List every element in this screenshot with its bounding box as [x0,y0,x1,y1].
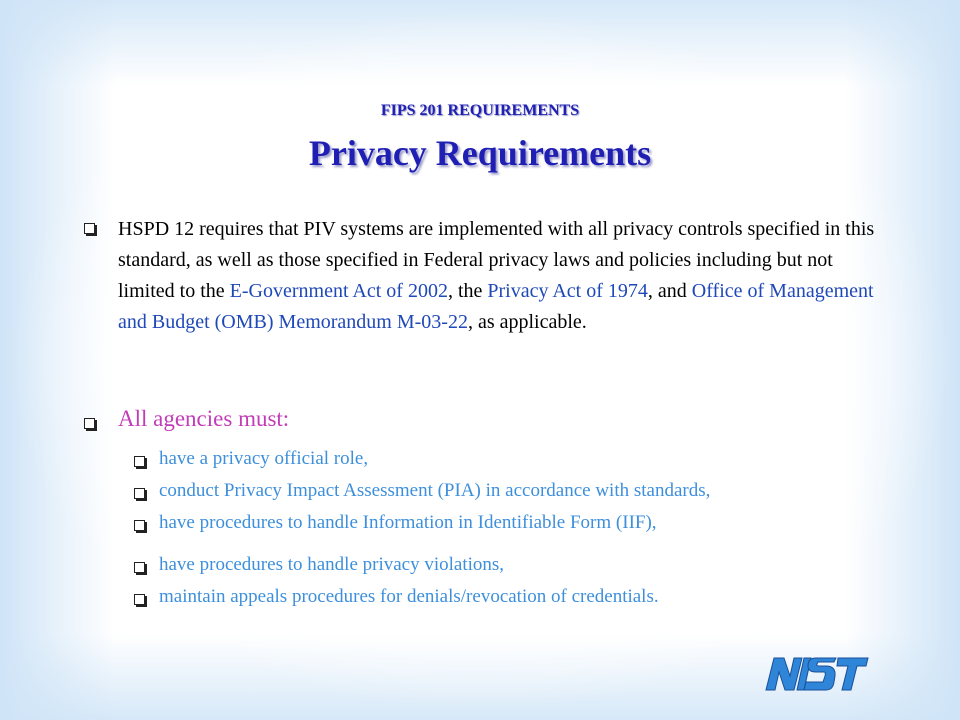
bullet-square-icon [84,223,95,234]
bullet-square-icon [134,520,145,531]
bullet-square-icon [134,594,145,605]
para-text: , as applicable. [467,311,587,333]
agencies-heading: All agencies must: [118,406,290,431]
privacy-act-link-text: Privacy Act of 1974 [487,280,648,302]
list-item: have a privacy official role, [159,448,369,469]
omb-memo-link-text: Office of Management and Budget (OMB) Memorandum M-03-22 [118,280,874,333]
bullet-square-icon [134,488,145,499]
bullet-square-icon [134,456,145,467]
para-text: , the [447,280,488,302]
para-text: , and [647,280,692,302]
para-text: HSPD 12 requires that PIV systems are implemented with all privacy controls specified in this standard, as well as those specified in Federal privacy laws and policies including but not limited to the [118,218,875,302]
hspd-paragraph [118,214,878,338]
nist-logo [764,654,870,692]
list-item: conduct Privacy Impact Assessment (PIA) in accordance with standards, [159,480,711,501]
slide-title: Privacy Requirements [308,133,652,173]
list-item: maintain appeals procedures for denials/revocation of credentials. [159,586,659,607]
slide-subtitle: FIPS 201 REQUIREMENTS [380,102,580,119]
bullet-square-icon [134,562,145,573]
list-item: have procedures to handle privacy violations, [159,554,505,575]
egov-act-link-text: E-Government Act of 2002 [229,280,448,302]
list-item: have procedures to handle Information in Identifiable Form (IIF), [159,512,657,533]
bullet-square-icon [84,418,95,429]
